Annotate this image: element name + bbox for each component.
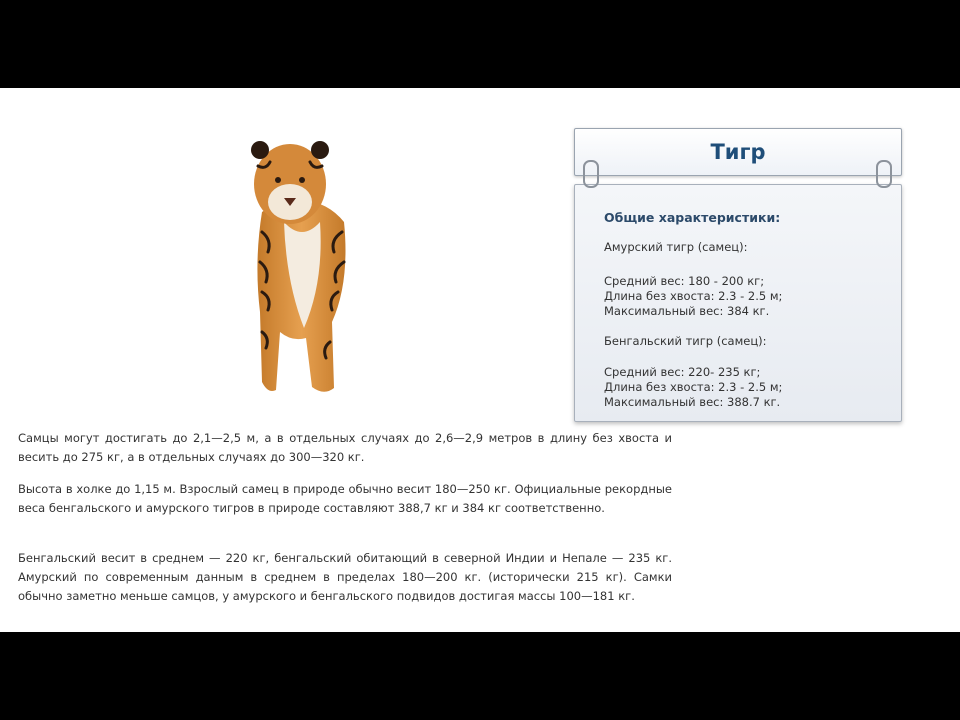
bengal-header: Бенгальский тигр (самец): bbox=[604, 334, 767, 348]
binder-ring-icon bbox=[583, 160, 599, 188]
paragraph-1: Самцы могут достигать до 2,1—2,5 м, а в отдельных случаях до 2,6—2,9 метров в длину без хвоста и весить до 275 кг, а в отдельных случаях до 300—320 кг. bbox=[18, 431, 672, 464]
title-box bbox=[574, 128, 902, 176]
binder-ring-icon bbox=[876, 160, 892, 188]
page-title: Тигр bbox=[710, 140, 766, 164]
bengal-weight: Средний вес: 220- 235 кг; bbox=[604, 365, 761, 379]
amur-weight: Средний вес: 180 - 200 кг; bbox=[604, 274, 765, 288]
tiger-image bbox=[232, 132, 372, 400]
slide bbox=[0, 88, 960, 632]
info-heading: Общие характеристики: bbox=[604, 210, 781, 225]
amur-max-weight: Максимальный вес: 384 кг. bbox=[604, 304, 770, 318]
paragraph-3: Бенгальский весит в среднем — 220 кг, бенгальский обитающий в северной Индии и Непале — 235 кг. Амурский по современным данным в среднем в пределах 180—200 кг. (исторически 215 кг). Самки обычно заметно меньше самцов, у амурского и бенгальского подвидов достигая массы 100—181 кг. bbox=[18, 551, 672, 603]
bengal-length: Длина без хвоста: 2.3 - 2.5 м; bbox=[604, 380, 783, 394]
paragraph-2: Высота в холке до 1,15 м. Взрослый самец в природе обычно весит 180—250 кг. Официальные рекордные веса бенгальского и амурского тигров в природе составляют 388,7 кг и 384 кг соответственно. bbox=[18, 482, 672, 515]
amur-header: Амурский тигр (самец): bbox=[604, 240, 748, 254]
amur-length: Длина без хвоста: 2.3 - 2.5 м; bbox=[604, 289, 783, 303]
bengal-max-weight: Максимальный вес: 388.7 кг. bbox=[604, 395, 781, 409]
